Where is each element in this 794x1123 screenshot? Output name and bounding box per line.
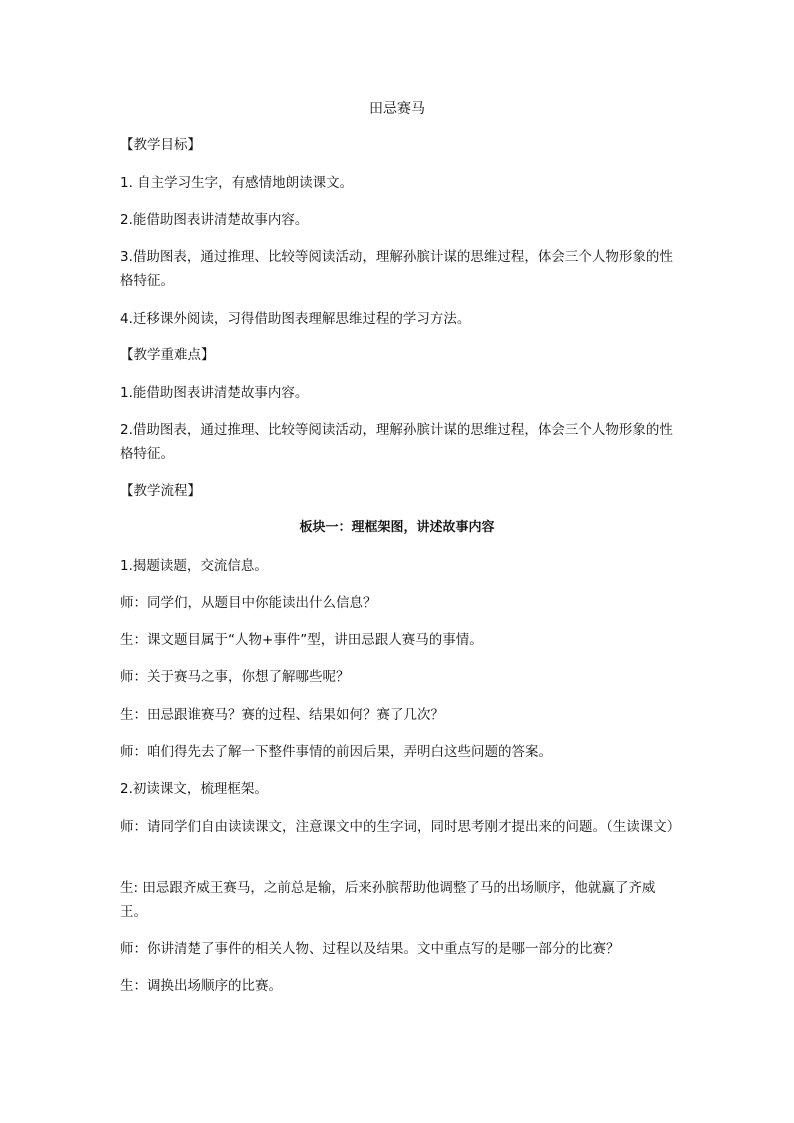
document-title: 田忌赛马 [369, 101, 425, 117]
goal-item-1: 1. 自主学习生字，有感情地朗读课文。 [120, 175, 354, 191]
process-paragraph: 师：咱们得先去了解一下整件事情的前因后果，弄明白这些问题的答案。 [120, 744, 552, 760]
process-paragraph: 生：课文题目属于“人物+事件”型，讲田忌跟人赛马的事情。 [120, 632, 483, 648]
process-paragraph: 生: 田忌跟齐威王赛马，之前总是输，后来孙膑帮助他调整了马的出场顺序，他就赢了齐威王。 [120, 880, 656, 920]
process-paragraph: 师：你讲清楚了事件的相关人物、过程以及结果。文中重点写的是哪一部分的比赛？ [120, 941, 620, 957]
process-paragraph: 生：调换出场顺序的比赛。 [120, 978, 282, 994]
heading-teaching-process: 【教学流程】 [120, 483, 201, 499]
heading-key-points: 【教学重难点】 [120, 347, 215, 363]
process-paragraph: 生：田忌跟谁赛马？赛的过程、结果如何？赛了几次？ [120, 707, 444, 723]
process-paragraph: 2.初读课文，梳理框架。 [120, 781, 268, 797]
goal-item-4: 4.迁移课外阅读，习得借助图表理解思维过程的学习方法。 [120, 311, 471, 327]
goal-item-3: 3.借助图表，通过推理、比较等阅读活动，理解孙膑计谋的思维过程，体会三个人物形象的性格特征。 [120, 249, 673, 289]
heading-teaching-goals: 【教学目标】 [120, 137, 201, 153]
process-paragraph: 师：关于赛马之事，你想了解哪些呢？ [120, 669, 350, 685]
goal-item-2: 2.能借助图表讲清楚故事内容。 [120, 212, 309, 228]
process-paragraph: 师：同学们，从题目中你能读出什么信息？ [120, 595, 377, 611]
key-point-item-1: 1.能借助图表讲清楚故事内容。 [120, 385, 309, 401]
process-paragraph: 1.揭题读题，交流信息。 [120, 558, 268, 574]
key-point-item-2: 2.借助图表，通过推理、比较等阅读活动，理解孙膑计谋的思维过程，体会三个人物形象的性格特征。 [120, 422, 673, 462]
process-paragraph: 师：请同学们自由读读课文，注意课文中的生字词，同时思考刚才提出来的问题。（生读课文） [120, 819, 681, 835]
section-one-title: 板块一：理框架图，讲述故事内容 [299, 520, 495, 535]
